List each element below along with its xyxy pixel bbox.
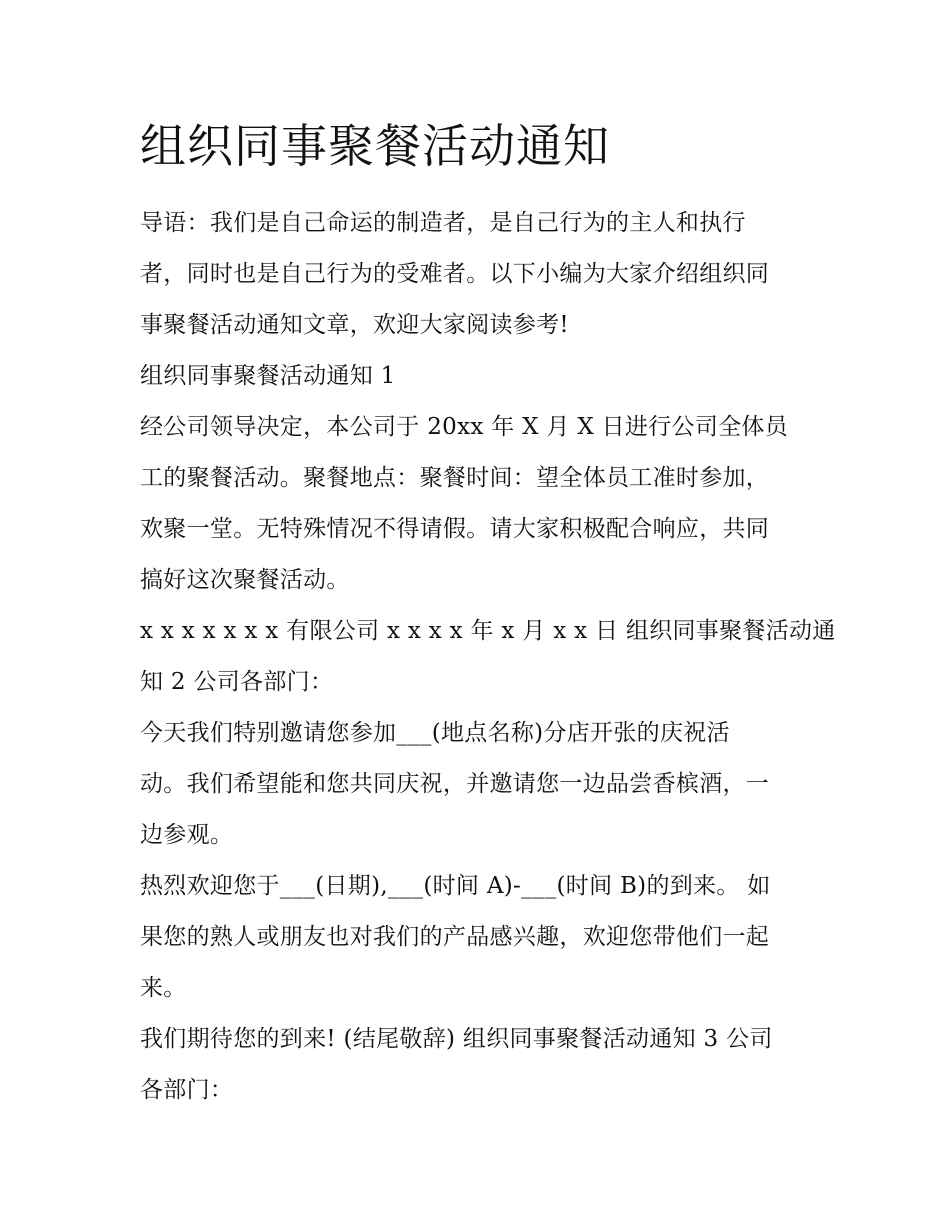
text-line: 果您的熟人或朋友也对我们的产品感兴趣，欢迎您带他们一起 [140,924,770,950]
text-line: 热烈欢迎您于___(日期),___(时间 A)-___(时间 B)的到来。 如 [140,873,771,899]
document-title: 组织同事聚餐活动通知 [140,119,610,173]
text-line: 各部门： [140,1077,234,1103]
text-line: x x x x x x x 有限公司 x x x x 年 x 月 x x 日 组织同事聚餐活动通 [140,618,836,644]
text-line: 边参观。 [140,822,234,848]
text-line: 事聚餐活动通知文章，欢迎大家阅读参考! [140,312,569,338]
section-heading-1 [140,351,820,402]
intro-paragraph [140,198,820,351]
text-line: 欢聚一堂。无特殊情况不得请假。请大家积极配合响应，共同 [140,516,770,542]
text-line: 我们期待您的到来! (结尾敬辞) 组织同事聚餐活动通知 3 公司 [140,1026,773,1052]
text-line: 导语：我们是自己命运的制造者，是自己行为的主人和执行 [140,210,746,236]
invitation-paragraph [140,708,820,861]
welcome-paragraph [140,861,820,1014]
text-line: 动。我们希望能和您共同庆祝，并邀请您一边品尝香槟酒，一 [140,771,770,797]
text-line: 今天我们特别邀请您参加___(地点名称)分店开张的庆祝活 [140,720,730,746]
text-line: 者，同时也是自己行为的受难者。以下小编为大家介绍组织同 [140,261,770,287]
text-line: 来。 [140,975,187,1001]
text-line: 经公司领导决定，本公司于 20xx 年 X 月 X 日进行公司全体员 [140,414,789,440]
text-line: 搞好这次聚餐活动。 [140,567,350,593]
notice-1-paragraph [140,402,820,606]
text-line: 工的聚餐活动。聚餐地点：聚餐时间：望全体员工准时参加， [140,465,770,491]
text-line: 知 2 公司各部门： [140,669,334,695]
closing-paragraph [140,1014,820,1116]
document-page [140,112,836,1116]
text-line: 组织同事聚餐活动通知 1 [140,363,396,389]
signature-paragraph [140,606,836,708]
